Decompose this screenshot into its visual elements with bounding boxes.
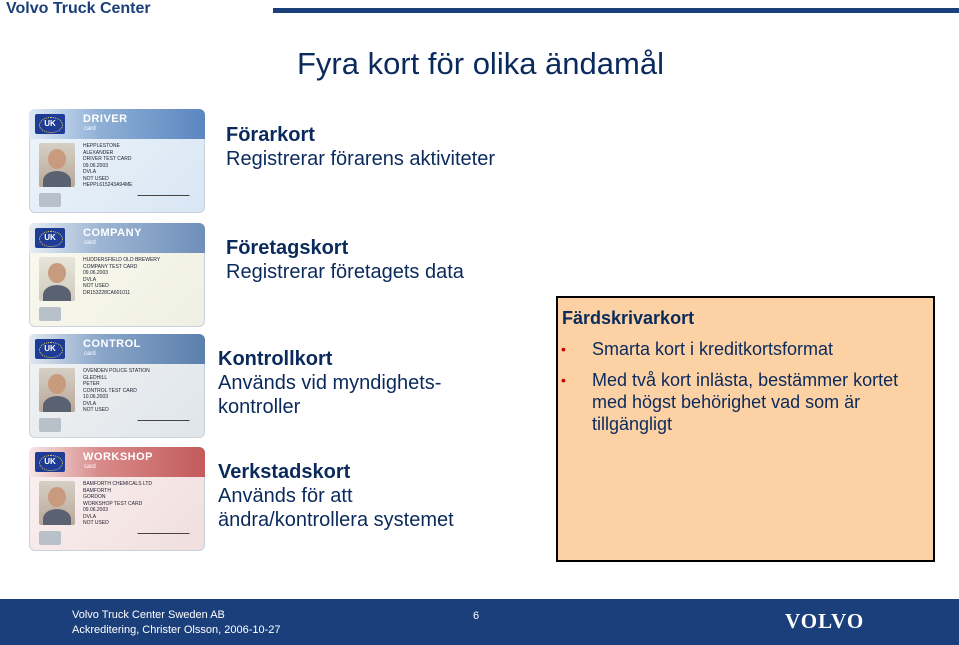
card-field: DVLA [83, 169, 97, 175]
card-type-label: WORKSHOP [83, 451, 153, 463]
page-number: 6 [473, 610, 480, 622]
footer-company: Volvo Truck Center Sweden AB [72, 609, 225, 621]
card-chip [39, 193, 61, 207]
card-type-label: CONTROL [83, 338, 141, 350]
driver-card-heading: Förarkort [226, 124, 315, 146]
eu-flag-icon: UK [35, 452, 65, 472]
card-chip [39, 418, 61, 432]
list-item [558, 338, 922, 360]
card-field: COMPANY TEST CARD [83, 263, 138, 270]
card-field: NOT USED [83, 283, 109, 289]
card-fields [83, 368, 193, 414]
card-type-label: COMPANY [83, 227, 142, 239]
footer-accreditation: Ackreditering, Christer Olsson, 2006-10-27 [72, 624, 281, 636]
card-field: WORKSHOP TEST CARD [83, 500, 143, 507]
slide-title: Fyra kort för olika ändamål [297, 46, 664, 81]
card-type-sub: card [84, 240, 96, 246]
eu-flag-icon: UK [35, 339, 65, 359]
card-field: NOT USED [83, 520, 109, 526]
eu-flag-icon: UK [35, 114, 65, 134]
company-card-desc: Registrerar företagets data [226, 261, 464, 283]
company-card-image [29, 223, 205, 327]
card-field: NOT USED [83, 175, 109, 182]
driver-card-label [226, 123, 495, 171]
card-field: HEPPL615243A94ME [83, 182, 133, 188]
portrait-photo [39, 257, 75, 301]
workshop-card-desc-line2: ändra/kontrollera systemet [218, 509, 454, 531]
control-card-desc-line1: Används vid myndighets- [218, 372, 442, 394]
fardskrivarkort-box [556, 296, 935, 562]
workshop-card-image [29, 447, 205, 551]
card-field: BAMFORTH CHEMICALS LTD [83, 481, 152, 487]
control-card-image [29, 334, 205, 438]
card-type-sub: card [84, 126, 96, 132]
card-field: GORDON [83, 494, 106, 500]
header-rule [273, 8, 959, 13]
card-chip [39, 531, 61, 545]
bullet-icon: • [561, 372, 566, 388]
eu-flag-icon: UK [35, 228, 65, 248]
card-field: 09.06.2003 [83, 270, 109, 276]
card-field: DR153228CA601011 [83, 289, 131, 296]
card-field: DVLA [83, 276, 97, 283]
card-fields [83, 257, 193, 296]
footer [0, 599, 959, 645]
driver-card-desc: Registrerar förarens aktiviteter [226, 148, 495, 170]
card-field: DVLA [83, 400, 97, 407]
card-field: DVLA [83, 513, 97, 520]
company-card-heading: Företagskort [226, 237, 349, 259]
control-card-desc-line2: kontroller [218, 396, 301, 418]
card-type-sub: card [84, 464, 96, 470]
control-card-label [218, 347, 441, 419]
card-field: HUDDERSFIELD OLD BREWERY [83, 257, 161, 263]
card-fields [83, 481, 193, 527]
volvo-logo: VOLVO [785, 609, 865, 633]
card-field: 10.06.2003 [83, 394, 109, 400]
card-field: NOT USED [83, 407, 109, 413]
workshop-card-heading: Verkstadskort [218, 461, 351, 483]
portrait-photo [39, 143, 75, 187]
card-type-label: DRIVER [83, 113, 128, 125]
card-field: PETER [83, 381, 100, 387]
card-field: CONTROL TEST CARD [83, 387, 137, 394]
fardskrivarkort-list [558, 338, 922, 444]
card-field: ALEXANDER [83, 149, 114, 156]
driver-card-image [29, 109, 205, 213]
list-item [558, 369, 922, 435]
workshop-card-label [218, 460, 454, 532]
list-item-text: Med två kort inlästa, bestämmer kortet med högst behörighet vad som är tillgängligt [592, 370, 899, 434]
card-field: 09.06.2003 [83, 507, 109, 513]
list-item-text: Smarta kort i kreditkortsformat [592, 339, 834, 359]
signature [137, 525, 192, 534]
card-field: DRIVER TEST CARD [83, 156, 132, 162]
card-field: GLEDHILL [83, 374, 108, 381]
portrait-photo [39, 368, 75, 412]
header [0, 0, 959, 22]
card-fields [83, 143, 193, 189]
control-card-heading: Kontrollkort [218, 348, 333, 370]
portrait-photo [39, 481, 75, 525]
fardskrivarkort-title: Färdskrivarkort [562, 308, 695, 328]
company-card-label [226, 236, 464, 284]
workshop-card-desc-line1: Används för att [218, 485, 353, 507]
card-type-sub: card [84, 351, 96, 357]
card-field: 09.06.2003 [83, 162, 109, 169]
card-chip [39, 307, 61, 321]
card-field: BAMFORTH [83, 487, 111, 494]
header-brand: Volvo Truck Center [6, 0, 151, 17]
signature [137, 412, 192, 421]
signature [137, 187, 192, 196]
card-field: OVENDEN POLICE STATION [83, 368, 150, 374]
bullet-icon: • [561, 341, 566, 357]
card-field: HEPPLESTONE [83, 143, 120, 149]
